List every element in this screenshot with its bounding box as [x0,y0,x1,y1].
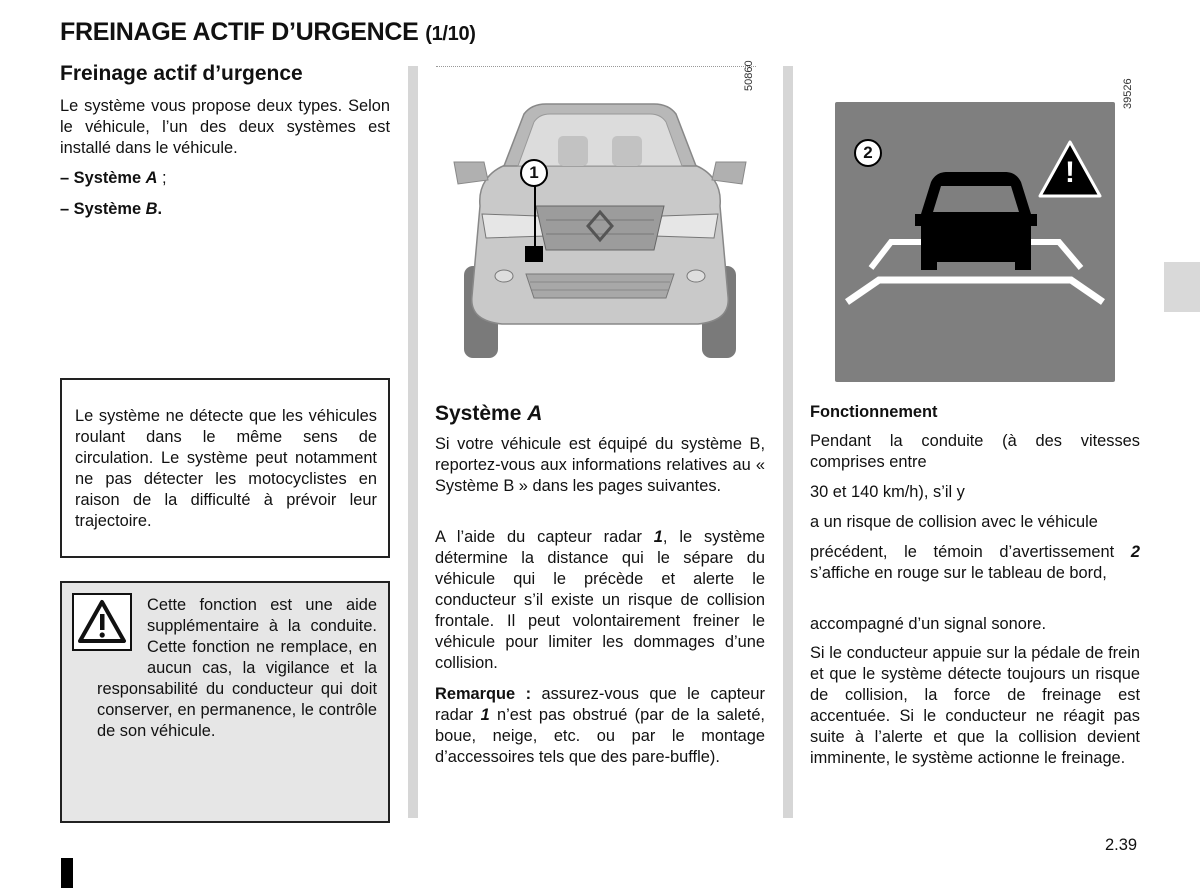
operation-paragraph-3: a un risque de collision avec le véhicule [810,513,1098,531]
figure-ref: 50860 [743,60,755,91]
operation-paragraph-4: précédent, le témoin d’avertissement 2 s’affiche en rouge sur le tableau de bord, [810,543,1140,582]
system-a-remark: Remarque : assurez-vous que le capteur radar 1 n’est pas obstrué (par de la saleté, boue, neige, etc. ou par le montage d’accessoires tels que des pare-buffle). [435,685,765,766]
page-title [60,18,476,47]
intro-text: Le système vous propose deux types. Selon le véhicule, l’un des deux systèmes est installé dans le véhicule. [60,97,390,157]
callout-2: 2 [854,139,882,167]
warning-text-float [97,595,147,671]
operation-paragraph-2: 30 et 140 km/h), s’il y [810,483,965,501]
system-a-paragraph-2: A l’aide du capteur radar 1, le système détermine la distance qui le sépare du véhicule qui le précède et alerte le conducteur s’il existe un risque de collision frontale. Il peut volontairement freiner le véhicule pour limiter les dommages d’une collision. [435,528,765,672]
page-title-text: FREINAGE ACTIF D’URGENCE [60,18,419,46]
section-heading: Freinage actif d’urgence [60,62,303,85]
page-edge-marker [61,858,73,888]
note-box [60,378,390,558]
operation-paragraph-5: accompagné d’un signal sonore. [810,615,1046,633]
warning-box [60,581,390,823]
callout-1: 1 [520,159,548,187]
chapter-thumb-tab [1164,262,1200,312]
car-front-illustration [418,66,783,366]
page-number: 2.39 [1105,836,1138,854]
column-separator-right [783,66,793,818]
operation-paragraph-1: Pendant la conduite (à des vitesses comprises entre [810,432,1140,471]
figure-dashboard-warning [793,66,1163,396]
system-a-heading: Système A [435,402,543,425]
figure-ref: 39526 [1122,78,1134,109]
page-title-ref: (1/10) [425,23,476,45]
list-item-system-b: – Système B. [60,200,163,218]
note-text: Le système ne détecte que les véhicules roulant dans le même sens de circulation. Le système peut notamment ne pas détecter les motocyclistes en raison de la difficulté à prévoir leur trajectoire. [75,407,377,530]
warning-text: Cette fonction est une aide supplémentaire à la conduite. Cette fonction ne remplace, en aucun cas, la vigilance et la responsabilité du conducteur qui doit conserver, en permanence, le contrôle de son véhicule. [97,596,377,740]
operation-paragraph-6: Si le conducteur appuie sur la pédale de frein et que le système détecte toujours un risque de collision, la force de freinage est accentuée. Si le conducteur ne réagit pas suite à l’alerte et que la collision devient imminente, le système actionne le freinage. [810,644,1140,767]
figure-car-front [418,60,783,366]
system-a-paragraph-1: Si votre véhicule est équipé du système B, reportez-vous aux informations relatives au « Système B » dans les pages suivantes. [435,435,765,495]
radar-sensor [525,246,543,262]
list-item-system-a: – Système A ; [60,169,167,187]
warning-triangle-icon: ! [1037,138,1103,200]
column-separator-left [408,66,418,818]
operation-heading: Fonctionnement [810,403,938,421]
